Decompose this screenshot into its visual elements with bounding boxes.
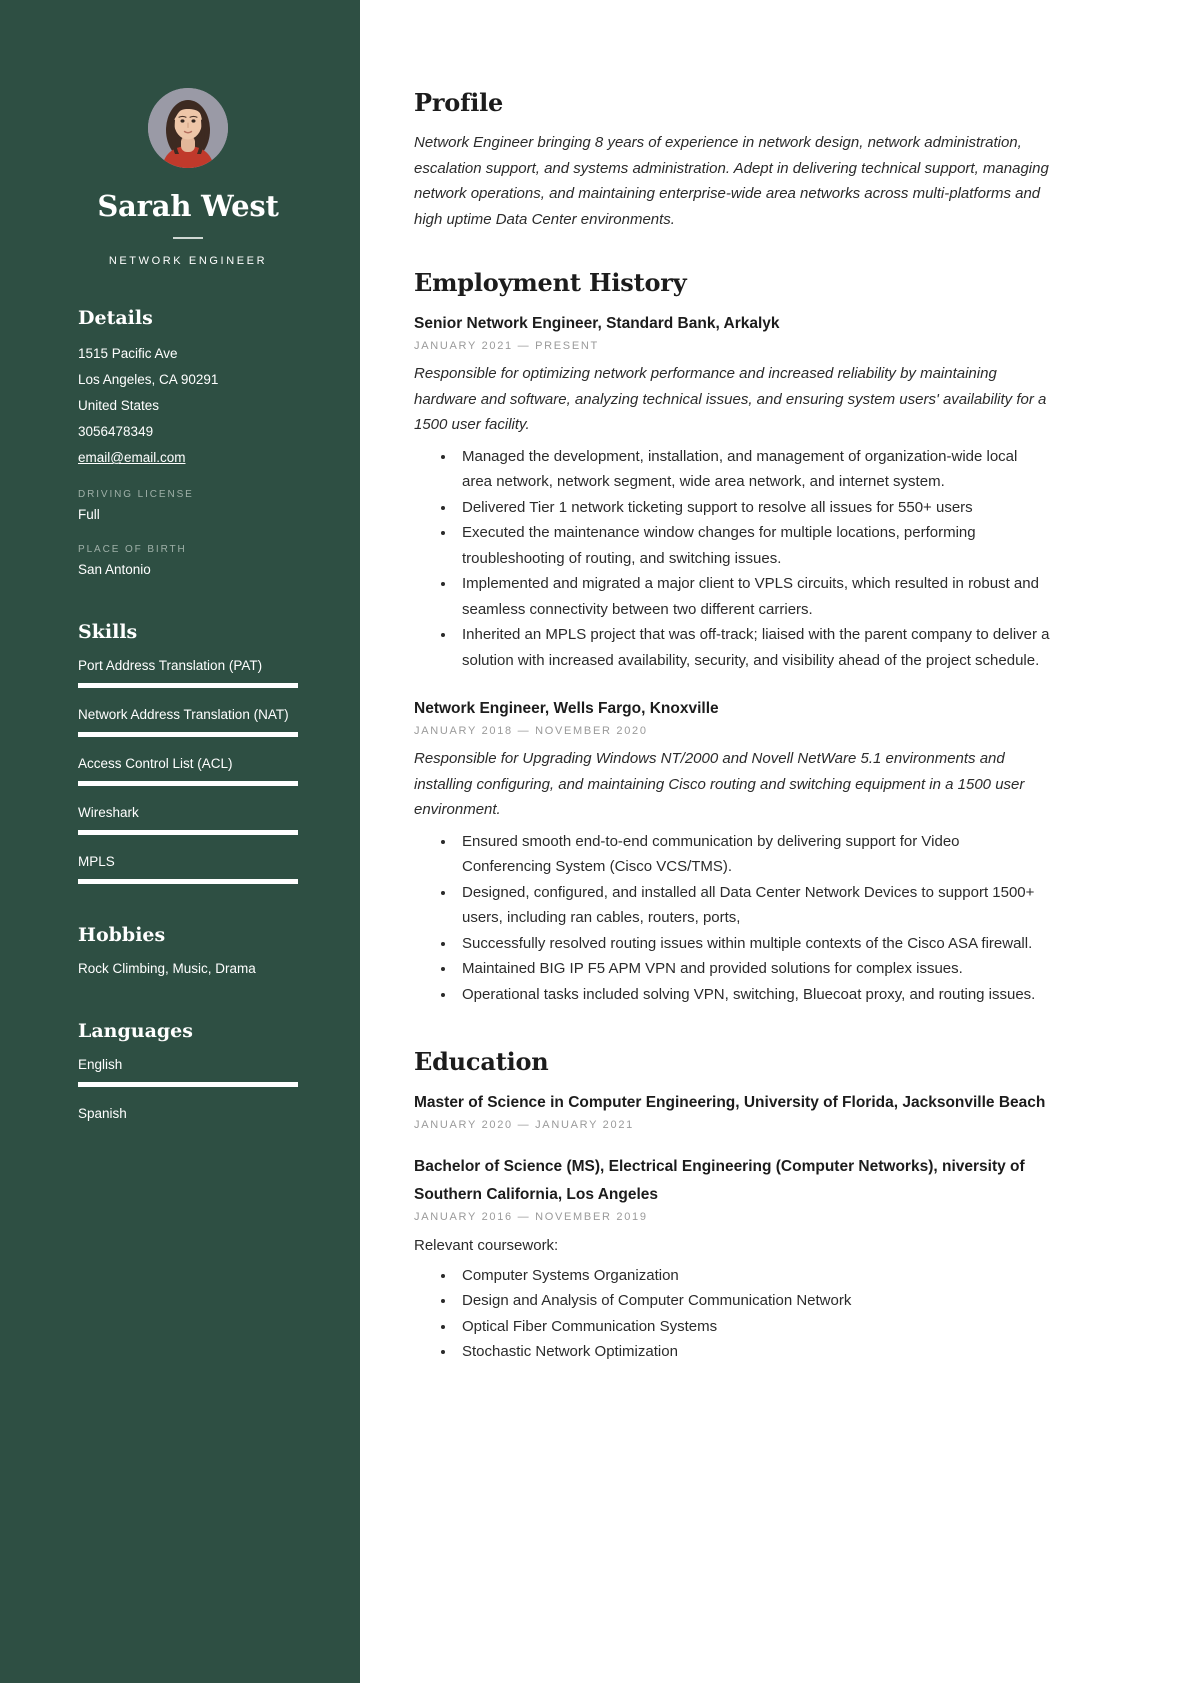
skill-bar-fill [78, 879, 298, 884]
employment-entry [414, 695, 1050, 1007]
place-of-birth-label: PLACE OF BIRTH [78, 544, 187, 556]
education-entry [414, 1089, 1050, 1131]
name-divider [173, 237, 203, 239]
details-section [78, 307, 298, 581]
employment-entry-bullets [414, 444, 1050, 674]
skill-item [78, 851, 298, 884]
education-heading: Education [414, 1047, 549, 1076]
languages-list [78, 1054, 298, 1124]
language-label: English [78, 1057, 123, 1073]
skill-label: Network Address Translation (NAT) [78, 707, 289, 723]
language-item [78, 1103, 298, 1124]
list-item: • Delivered Tier 1 network ticketing support to resolve all issues for 550+ users [456, 495, 1050, 521]
hobbies-heading: Hobbies [78, 924, 166, 947]
candidate-job-title: NETWORK ENGINEER [108, 255, 268, 268]
skill-bar-track [78, 781, 298, 786]
employment-section [414, 268, 1050, 1007]
skill-bar-fill [78, 781, 298, 786]
education-entry-title: Master of Science in Computer Engineering, University of Florida, Jacksonville Beach [414, 1094, 1046, 1111]
list-item: • Inherited an MPLS project that was off-track; liaised with the parent company to deliver a solution with increased availability, security, and visibility ahead of the project schedule. [456, 622, 1050, 673]
list-item: • Computer Systems Organization [456, 1263, 1050, 1289]
address-line-1: 1515 Pacific Ave [78, 346, 178, 362]
languages-heading: Languages [78, 1020, 193, 1043]
employment-entry-description: Responsible for Upgrading Windows NT/2000 and Novell NetWare 5.1 environments and installing configuring, and maintaining Cisco routing and switching equipment in a 1500 user environment. [414, 750, 1025, 818]
employment-heading: Employment History [414, 268, 687, 297]
list-item: • Implemented and migrated a major client to VPLS circuits, which resulted in robust and seamless connectivity between two different carriers. [456, 571, 1050, 622]
skill-bar-track [78, 683, 298, 688]
employment-entry-title: Network Engineer, Wells Fargo, Knoxville [414, 700, 719, 717]
education-entry [414, 1153, 1050, 1365]
language-bar-fill [78, 1082, 298, 1087]
main-content [360, 0, 1190, 1683]
skill-label: Access Control List (ACL) [78, 756, 233, 772]
list-item: • Ensured smooth end-to-end communication by delivering support for Video Conferencing System (Cisco VCS/TMS). [456, 829, 1050, 880]
list-item: • Optical Fiber Communication Systems [456, 1314, 1050, 1340]
sidebar [0, 0, 360, 1683]
education-entry-note: Relevant coursework: [414, 1237, 559, 1254]
education-entry-date: JANUARY 2016 — NOVEMBER 2019 [414, 1211, 648, 1223]
address-line-2: Los Angeles, CA 90291 [78, 372, 219, 388]
list-item: • Managed the development, installation, and management of organization-wide local area network, network segment, wide area network, and internet system. [456, 444, 1050, 495]
skill-bar-track [78, 830, 298, 835]
skill-item [78, 655, 298, 688]
skill-bar-track [78, 879, 298, 884]
driving-license-label: DRIVING LICENSE [78, 489, 194, 501]
candidate-name: Sarah West [97, 189, 279, 223]
skill-item [78, 753, 298, 786]
email-link[interactable]: email@email.com [78, 450, 186, 466]
skill-bar-track [78, 732, 298, 737]
language-bar-track [78, 1082, 298, 1087]
driving-license-value: Full [78, 507, 100, 523]
profile-heading: Profile [414, 88, 504, 117]
list-item: • Executed the maintenance window changes for multiple locations, performing troubleshooting of routing, and switching issues. [456, 520, 1050, 571]
phone-number: 3056478349 [78, 424, 154, 440]
language-label: Spanish [78, 1106, 127, 1122]
languages-section [78, 1020, 298, 1124]
hobbies-section [78, 924, 298, 980]
employment-entry-title: Senior Network Engineer, Standard Bank, Arkalyk [414, 315, 780, 332]
skill-label: Wireshark [78, 805, 139, 821]
employment-entry-date: JANUARY 2021 — PRESENT [414, 340, 599, 352]
place-of-birth-value: San Antonio [78, 562, 151, 578]
skill-item [78, 704, 298, 737]
list-item: • Maintained BIG IP F5 APM VPN and provided solutions for complex issues. [456, 956, 1050, 982]
employment-entry-bullets [414, 829, 1050, 1008]
hobbies-text: Rock Climbing, Music, Drama [78, 961, 256, 977]
details-heading: Details [78, 307, 153, 330]
list-item: • Design and Analysis of Computer Communication Network [456, 1288, 1050, 1314]
employment-entry-date: JANUARY 2018 — NOVEMBER 2020 [414, 725, 648, 737]
list-item: • Operational tasks included solving VPN, switching, Bluecoat proxy, and routing issues. [456, 982, 1050, 1008]
skill-bar-fill [78, 732, 298, 737]
language-item [78, 1054, 298, 1087]
list-item: • Stochastic Network Optimization [456, 1339, 1050, 1365]
skills-list [78, 655, 298, 884]
skills-section [78, 621, 298, 884]
employment-entry [414, 310, 1050, 673]
skill-bar-fill [78, 830, 298, 835]
profile-section [414, 88, 1050, 232]
avatar [148, 88, 228, 168]
list-item: • Successfully resolved routing issues within multiple contexts of the Cisco ASA firewall. [456, 931, 1050, 957]
country: United States [78, 398, 160, 414]
list-item: • Designed, configured, and installed all Data Center Network Devices to support 1500+ users, including ran cables, routers, ports, [456, 880, 1050, 931]
skill-bar-fill [78, 683, 298, 688]
skill-item [78, 802, 298, 835]
education-entry-date: JANUARY 2020 — JANUARY 2021 [414, 1119, 634, 1131]
skills-heading: Skills [78, 621, 138, 644]
education-entry-title: Bachelor of Science (MS), Electrical Engineering (Computer Networks), niversity of Southern California, Los Angeles [414, 1158, 1025, 1203]
skill-label: MPLS [78, 854, 115, 870]
education-entry-bullets [414, 1263, 1050, 1365]
education-section [414, 1047, 1050, 1365]
employment-entry-description: Responsible for optimizing network performance and increased reliability by maintaining hardware and software, analyzing technical issues, and ensuring system users' availability for a 1500 user facility. [414, 365, 1047, 433]
skill-label: Port Address Translation (PAT) [78, 658, 263, 674]
profile-text: Network Engineer bringing 8 years of experience in network design, network administration, escalation support, and systems administration. Adept in delivering technical support, managing network operations, and maintaining enterprise-wide area networks across multi-platforms and high uptime Data Center environments. [414, 134, 1049, 228]
